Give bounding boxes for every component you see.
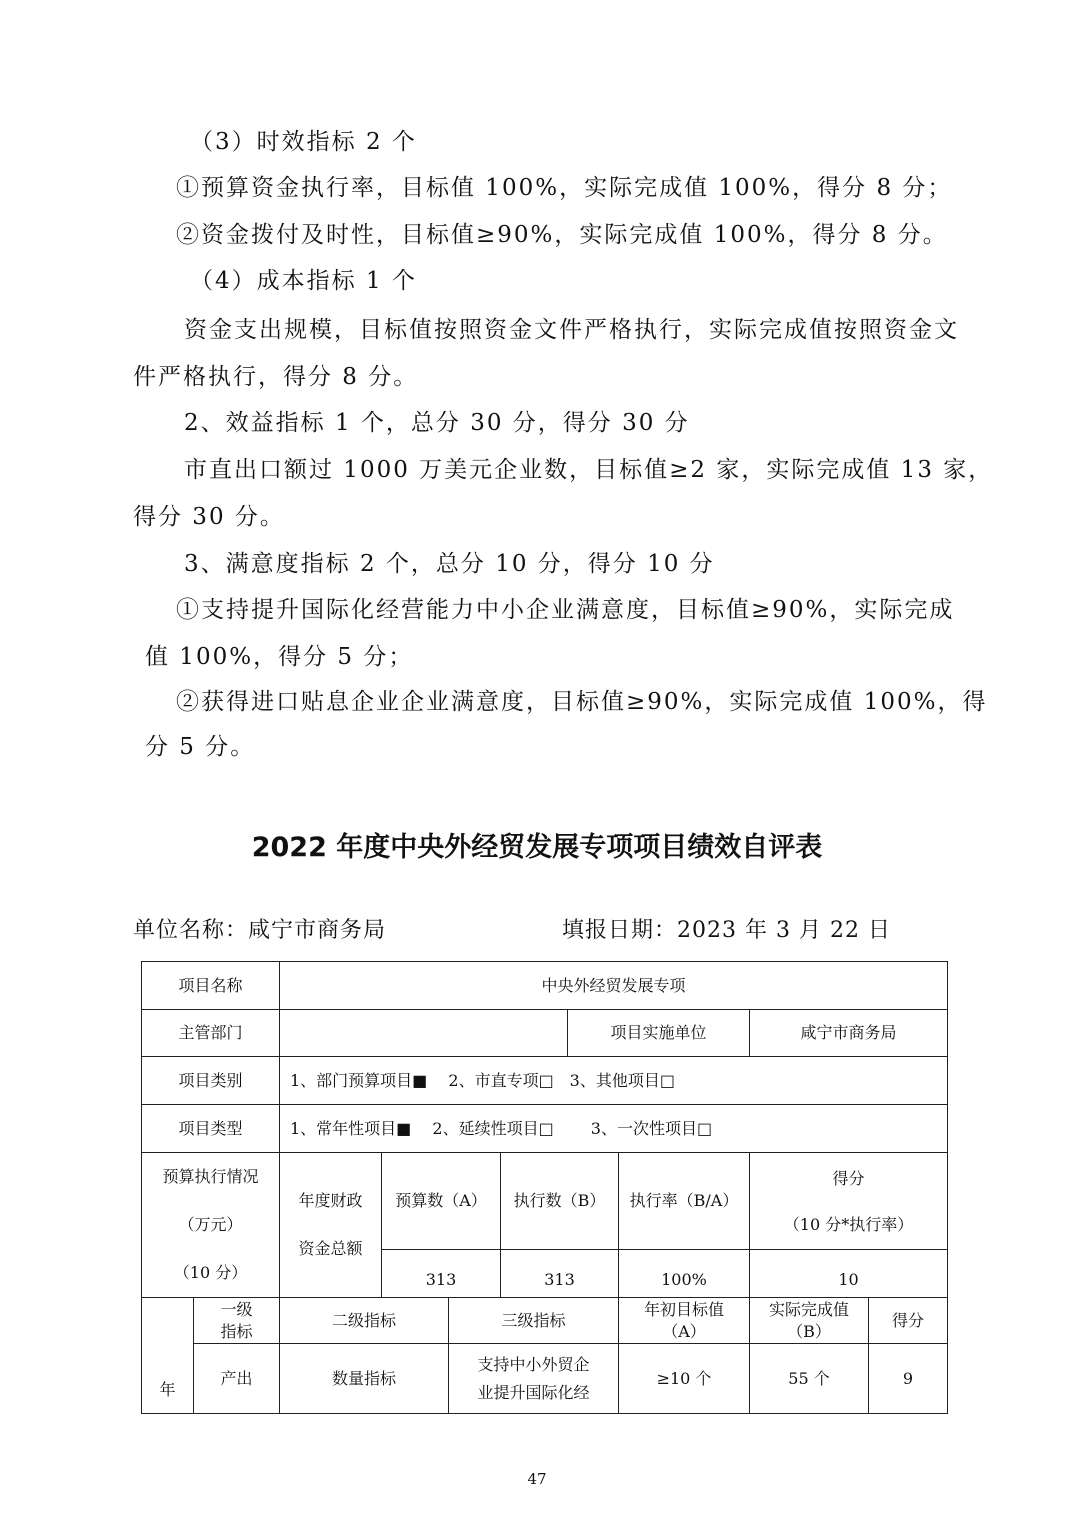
table-title: 2022 年度中央外经贸发展专项项目绩效自评表 [251,832,823,863]
table-row [142,962,948,1010]
level2-header: 二级指标 [280,1298,449,1344]
score-value: 10 [750,1250,948,1298]
level1-header: 一级 指标 [194,1298,280,1344]
type-label: 项目类型 [142,1105,280,1153]
table-row [142,1010,948,1057]
paragraph-line: ②资金拨付及时性，目标值≥90%，实际完成值 100%，得分 8 分。 [176,222,948,248]
table-row [142,1298,948,1344]
unit-name-label: 单位名称：咸宁市商务局 [133,918,387,943]
score-9-cell: 9 [869,1344,948,1414]
table-row [142,1344,948,1414]
page-number: 47 [527,1470,547,1488]
output-cell: 产出 [194,1344,280,1414]
impl-unit-value: 咸宁市商务局 [750,1010,948,1057]
exec-b-value: 313 [501,1250,619,1298]
type-value: 1、常年性项目■ 2、延续性项目□ 3、一次性项目□ [280,1105,948,1153]
project-name-value: 中央外经贸发展专项 [280,962,948,1010]
row-score-header: 得分 [869,1298,948,1344]
exec-rate-header: 执行率（B/A） [619,1153,750,1250]
actual-header: 实际完成值 （B） [750,1298,869,1344]
category-label: 项目类别 [142,1057,280,1105]
paragraph-line: ②获得进口贴息企业企业满意度，目标值≥90%，实际完成值 100%，得 [176,689,988,715]
paragraph-line: ①支持提升国际化经营能力中小企业满意度，目标值≥90%，实际完成 [176,597,955,623]
target-header: 年初目标值 （A） [619,1298,750,1344]
paragraph-line: 得分 30 分。 [133,504,285,530]
paragraph-line: （3）时效指标 2 个 [190,129,417,155]
paragraph-line: 资金支出规模，目标值按照资金文件严格执行，实际完成值按照资金文 [184,317,959,343]
exec-rate-value: 100% [619,1250,750,1298]
dept-value [280,1010,568,1057]
quantity-cell: 数量指标 [280,1344,449,1414]
table-row [142,1105,948,1153]
budget-exec-label: 预算执行情况 （万元） （10 分） [142,1153,280,1298]
budget-a-value: 313 [382,1250,501,1298]
performance-table [141,961,948,1414]
level3-indicator-cell: 支持中小外贸企 业提升国际化经 [449,1344,619,1414]
report-date-label: 填报日期：2023 年 3 月 22 日 [562,918,891,943]
table-row [142,1153,948,1250]
budget-a-header: 预算数（A） [382,1153,501,1250]
paragraph-line: 2、效益指标 1 个，总分 30 分，得分 30 分 [184,410,690,436]
paragraph-line: 分 5 分。 [145,734,256,760]
paragraph-line: （4）成本指标 1 个 [190,268,417,294]
project-name-label: 项目名称 [142,962,280,1010]
target-value-cell: ≥10 个 [619,1344,750,1414]
score-header: 得分 （10 分*执行率） [750,1153,948,1250]
actual-value-cell: 55 个 [750,1344,869,1414]
table-row [142,1057,948,1105]
paragraph-line: 值 100%，得分 5 分； [145,644,414,670]
impl-unit-label: 项目实施单位 [568,1010,750,1057]
paragraph-line: 件严格执行，得分 8 分。 [133,364,419,390]
paragraph-line: ①预算资金执行率，目标值 100%，实际完成值 100%，得分 8 分； [176,175,953,201]
category-value: 1、部门预算项目■ 2、市直专项□ 3、其他项目□ [280,1057,948,1105]
exec-b-header: 执行数（B） [501,1153,619,1250]
paragraph-line: 3、满意度指标 2 个，总分 10 分，得分 10 分 [184,551,715,577]
paragraph-line: 市直出口额过 1000 万美元企业数，目标值≥2 家，实际完成值 13 家， [184,457,994,483]
dept-label: 主管部门 [142,1010,280,1057]
year-cell: 年 [142,1298,194,1414]
annual-funds-label: 年度财政 资金总额 [280,1153,382,1298]
level3-header: 三级指标 [449,1298,619,1344]
